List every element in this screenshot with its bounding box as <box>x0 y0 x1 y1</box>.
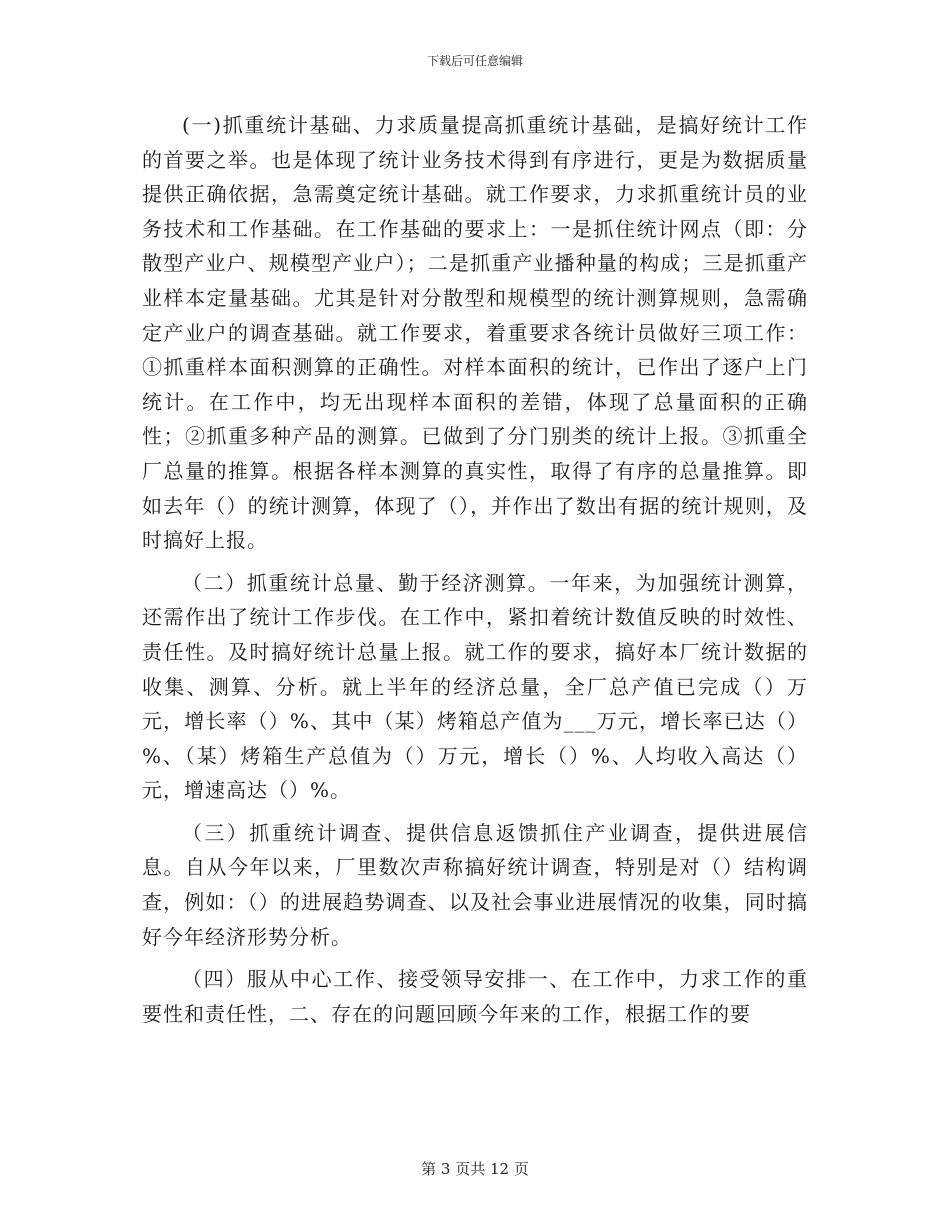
paragraph-3: （三）抓重统计调查、提供信息返馈抓住产业调查，提供进展信息。自从今年以来，厂里数次声称搞好统计调查，特别是对（）结构调查，例如：（）的进展趋势调查、以及社会事业进展情况的收集，同时搞好今年经济形势分析。 <box>142 820 808 949</box>
page-number-footer: 第 3 页共 12 页 <box>421 1160 529 1178</box>
document-body <box>142 108 808 1039</box>
page-header: 下载后可任意编辑 <box>426 54 523 68</box>
paragraph-4: （四）服从中心工作、接受领导安排一、在工作中，力求工作的重要性和责任性，二、存在的问题回顾今年来的工作，根据工作的要 <box>142 967 808 1026</box>
paragraph-1: (一)抓重统计基础、力求质量提高抓重统计基础，是搞好统计工作的首要之举。也是体现了统计业务技术得到有序进行，更是为数据质量提供正确依据，急需奠定统计基础。就工作要求，力求抓重统计员的业务技术和工作基础。在工作基础的要求上：一是抓住统计网点（即：分散型产业户、规模型产业户）；二是抓重产业播种量的构成；三是抓重产业样本定量基础。尤其是针对分散型和规模型的统计测算规则，急需确定产业户的调查基础。就工作要求，着重要求各统计员做好三项工作：①抓重样本面积测算的正确性。对样本面积的统计，已作出了逐户上门统计。在工作中，均无出现样本面积的差错，体现了总量面积的正确性；②抓重多种产品的测算。已做到了分门别类的统计上报。③抓重全厂总量的推算。根据各样本测算的真实性，取得了有序的总量推算。即如去年（）的统计测算，体现了（），并作出了数出有据的统计规则，及时搞好上报。 <box>142 113 808 553</box>
paragraph-2: （二）抓重统计总量、勤于经济测算。一年来，为加强统计测算，还需作出了统计工作步伐。在工作中，紧扣着统计数值反映的时效性、责任性。及时搞好统计总量上报。就工作的要求，搞好本厂统计数据的收集、测算、分析。就上半年的经济总量，全厂总产值已完成（）万元，增长率（）%、其中（某）烤箱总产值为___万元，增长率已达（）%、（某）烤箱生产总值为（）万元，增长（）%、人均收入高达（）元，增速高达（）%。 <box>142 570 808 803</box>
